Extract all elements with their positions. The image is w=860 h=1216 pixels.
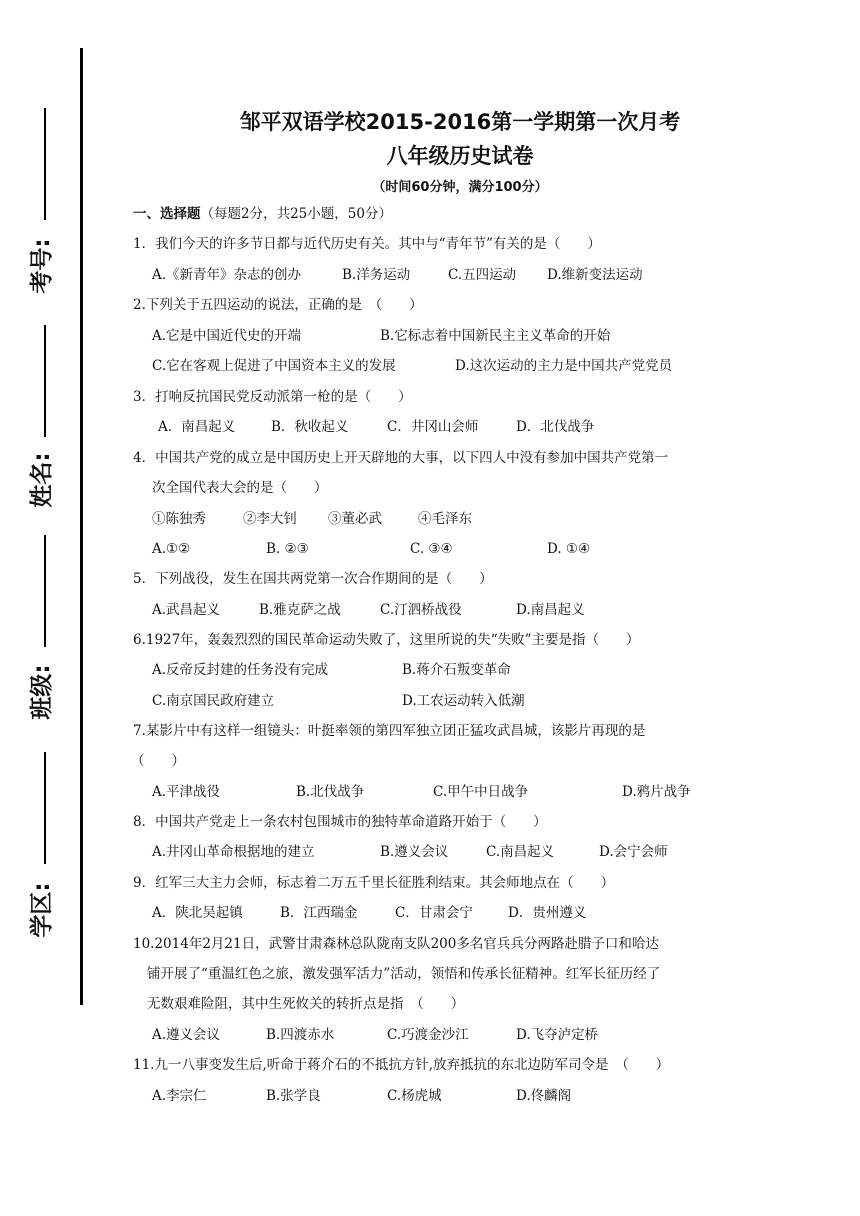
exam-number-label: 考号: — [28, 238, 55, 294]
question-5-option-d[interactable]: D.南昌起义 — [516, 602, 585, 618]
question-5-option-b[interactable]: B.雅克萨之战 — [259, 602, 341, 618]
question-2-stem: 2.下列关于五四运动的说法，正确的是 （ ） — [133, 297, 423, 313]
district-label: 学区: — [28, 882, 55, 938]
question-4-option-d[interactable]: D. ①④ — [547, 541, 591, 557]
section-note: （每题2分，共25小题，50分） — [200, 206, 392, 222]
question-7-stem-line-1: 7.某影片中有这样一组镜头：叶挺率领的第四军独立团正猛攻武昌城，该影片再现的是 — [133, 723, 646, 739]
question-8-option-c[interactable]: C.南昌起义 — [486, 844, 555, 860]
question-5-option-a[interactable]: A.武昌起义 — [152, 602, 221, 618]
question-4-item-2: ②李大钊 — [243, 511, 297, 527]
question-2-option-d[interactable]: D.这次运动的主力是中国共产党党员 — [455, 358, 673, 374]
question-9-option-b[interactable]: B．江西瑞金 — [280, 905, 358, 921]
question-6-option-d[interactable]: D.工农运动转入低潮 — [402, 693, 525, 709]
question-4-option-c[interactable]: C. ③④ — [410, 541, 453, 557]
question-11-option-c[interactable]: C.杨虎城 — [387, 1088, 442, 1104]
question-4-stem-line-2: 次全国代表大会的是（ ） — [152, 480, 328, 496]
question-11-option-b[interactable]: B.张学良 — [266, 1088, 321, 1104]
question-9-option-a[interactable]: A．陕北吴起镇 — [152, 905, 243, 921]
question-9-option-d[interactable]: D．贵州遵义 — [508, 905, 587, 921]
question-10-stem-line-2: 铺开展了“重温红色之旅，激发强军活力”活动，领悟和传承长征精神。红军长征历经了 — [147, 966, 661, 982]
question-4-item-3: ③董必武 — [328, 511, 382, 527]
question-8-option-b[interactable]: B.遵义会议 — [380, 844, 449, 860]
question-4-option-b[interactable]: B. ②③ — [266, 541, 309, 557]
question-10-option-a[interactable]: A.遵义会议 — [152, 1027, 221, 1043]
question-3-stem: 3．打响反抗国民党反动派第一枪的是（ ） — [133, 389, 412, 405]
question-6-option-b[interactable]: B.蒋介石叛变革命 — [402, 662, 511, 678]
binding-line — [80, 48, 83, 1005]
question-5-stem: 5．下列战役，发生在国共两党第一次合作期间的是（ ） — [133, 571, 493, 587]
question-10-stem-line-3: 无数艰难险阻，其中生死攸关的转折点是指 （ ） — [147, 996, 465, 1012]
question-9-stem: 9．红军三大主力会师，标志着二万五千里长征胜利结束。其会师地点在（ ） — [133, 875, 615, 891]
question-7-option-a[interactable]: A.平津战役 — [152, 784, 221, 800]
question-4-item-1: ①陈独秀 — [152, 511, 206, 527]
question-10-option-b[interactable]: B.四渡赤水 — [266, 1027, 335, 1043]
question-10-stem-line-1: 10.2014年2月21日，武警甘肃森林总队陇南支队200多名官兵兵分两路赴腊子口和哈达 — [133, 936, 659, 952]
question-11-option-a[interactable]: A.李宗仁 — [152, 1088, 207, 1104]
question-8-option-a[interactable]: A.井冈山革命根据地的建立 — [152, 844, 315, 860]
name-line[interactable] — [44, 325, 46, 437]
exam-info: （时间60分钟，满分100分） — [372, 180, 548, 195]
question-3-option-b[interactable]: B．秋收起义 — [271, 419, 349, 435]
question-7-option-d[interactable]: D.鸦片战争 — [622, 784, 691, 800]
question-1-option-a[interactable]: A.《新青年》杂志的创办 — [152, 267, 302, 283]
question-3-option-a[interactable]: A．南昌起义 — [158, 419, 236, 435]
section-title: 一、选择题 — [133, 206, 201, 222]
exam-number-line[interactable] — [44, 108, 46, 220]
question-1-stem: 1．我们今天的许多节日都与近代历史有关。其中与“青年节”有关的是（ ） — [133, 236, 601, 252]
question-1-option-b[interactable]: B.洋务运动 — [342, 267, 411, 283]
question-8-option-d[interactable]: D.会宁会师 — [599, 844, 668, 860]
question-10-option-c[interactable]: C.巧渡金沙江 — [387, 1027, 469, 1043]
exam-title: 邹平双语学校2015-2016第一学期第一次月考 — [239, 110, 681, 134]
question-11-option-d[interactable]: D.佟麟阁 — [516, 1088, 572, 1104]
question-3-option-c[interactable]: C．井冈山会师 — [387, 419, 479, 435]
question-10-option-d[interactable]: D.飞夺泸定桥 — [516, 1027, 599, 1043]
question-6-option-a[interactable]: A.反帝反封建的任务没有完成 — [152, 662, 329, 678]
question-3-option-d[interactable]: D．北伐战争 — [516, 419, 595, 435]
class-label: 班级: — [28, 664, 55, 720]
section-heading — [133, 205, 392, 223]
question-1-option-d[interactable]: D.维新变法运动 — [547, 267, 643, 283]
question-8-stem: 8．中国共产党走上一条农村包围城市的独特革命道路开始于（ ） — [133, 814, 547, 830]
name-label: 姓名: — [28, 452, 55, 508]
question-7-stem-line-2: （ ） — [131, 753, 185, 769]
question-7-option-b[interactable]: B.北伐战争 — [296, 784, 365, 800]
question-11-stem: 11.九一八事变发生后,听命于蒋介石的不抵抗方针,放弃抵抗的东北边防军司令是 （ ） — [133, 1057, 670, 1073]
question-6-option-c[interactable]: C.南京国民政府建立 — [152, 693, 275, 709]
question-9-option-c[interactable]: C．甘肃会宁 — [395, 905, 473, 921]
class-line[interactable] — [44, 535, 46, 647]
question-4-option-a[interactable]: A.①② — [152, 541, 191, 557]
question-7-option-c[interactable]: C.甲午中日战争 — [433, 784, 529, 800]
exam-subtitle: 八年级历史试卷 — [386, 144, 534, 168]
question-6-stem: 6.1927年，轰轰烈烈的国民革命运动失败了，这里所说的失“失败”主要是指（ ） — [133, 632, 640, 648]
question-1-option-c[interactable]: C.五四运动 — [448, 267, 517, 283]
question-4-stem-line-1: 4．中国共产党的成立是中国历史上开天辟地的大事，以下四人中没有参加中国共产党第一 — [133, 450, 669, 466]
district-line[interactable] — [44, 752, 46, 864]
question-2-option-c[interactable]: C.它在客观上促进了中国资本主义的发展 — [152, 358, 396, 374]
question-4-item-4: ④毛泽东 — [418, 511, 472, 527]
question-5-option-c[interactable]: C.汀泗桥战役 — [380, 602, 462, 618]
question-2-option-a[interactable]: A.它是中国近代史的开端 — [152, 328, 302, 344]
question-2-option-b[interactable]: B.它标志着中国新民主主义革命的开始 — [380, 328, 611, 344]
